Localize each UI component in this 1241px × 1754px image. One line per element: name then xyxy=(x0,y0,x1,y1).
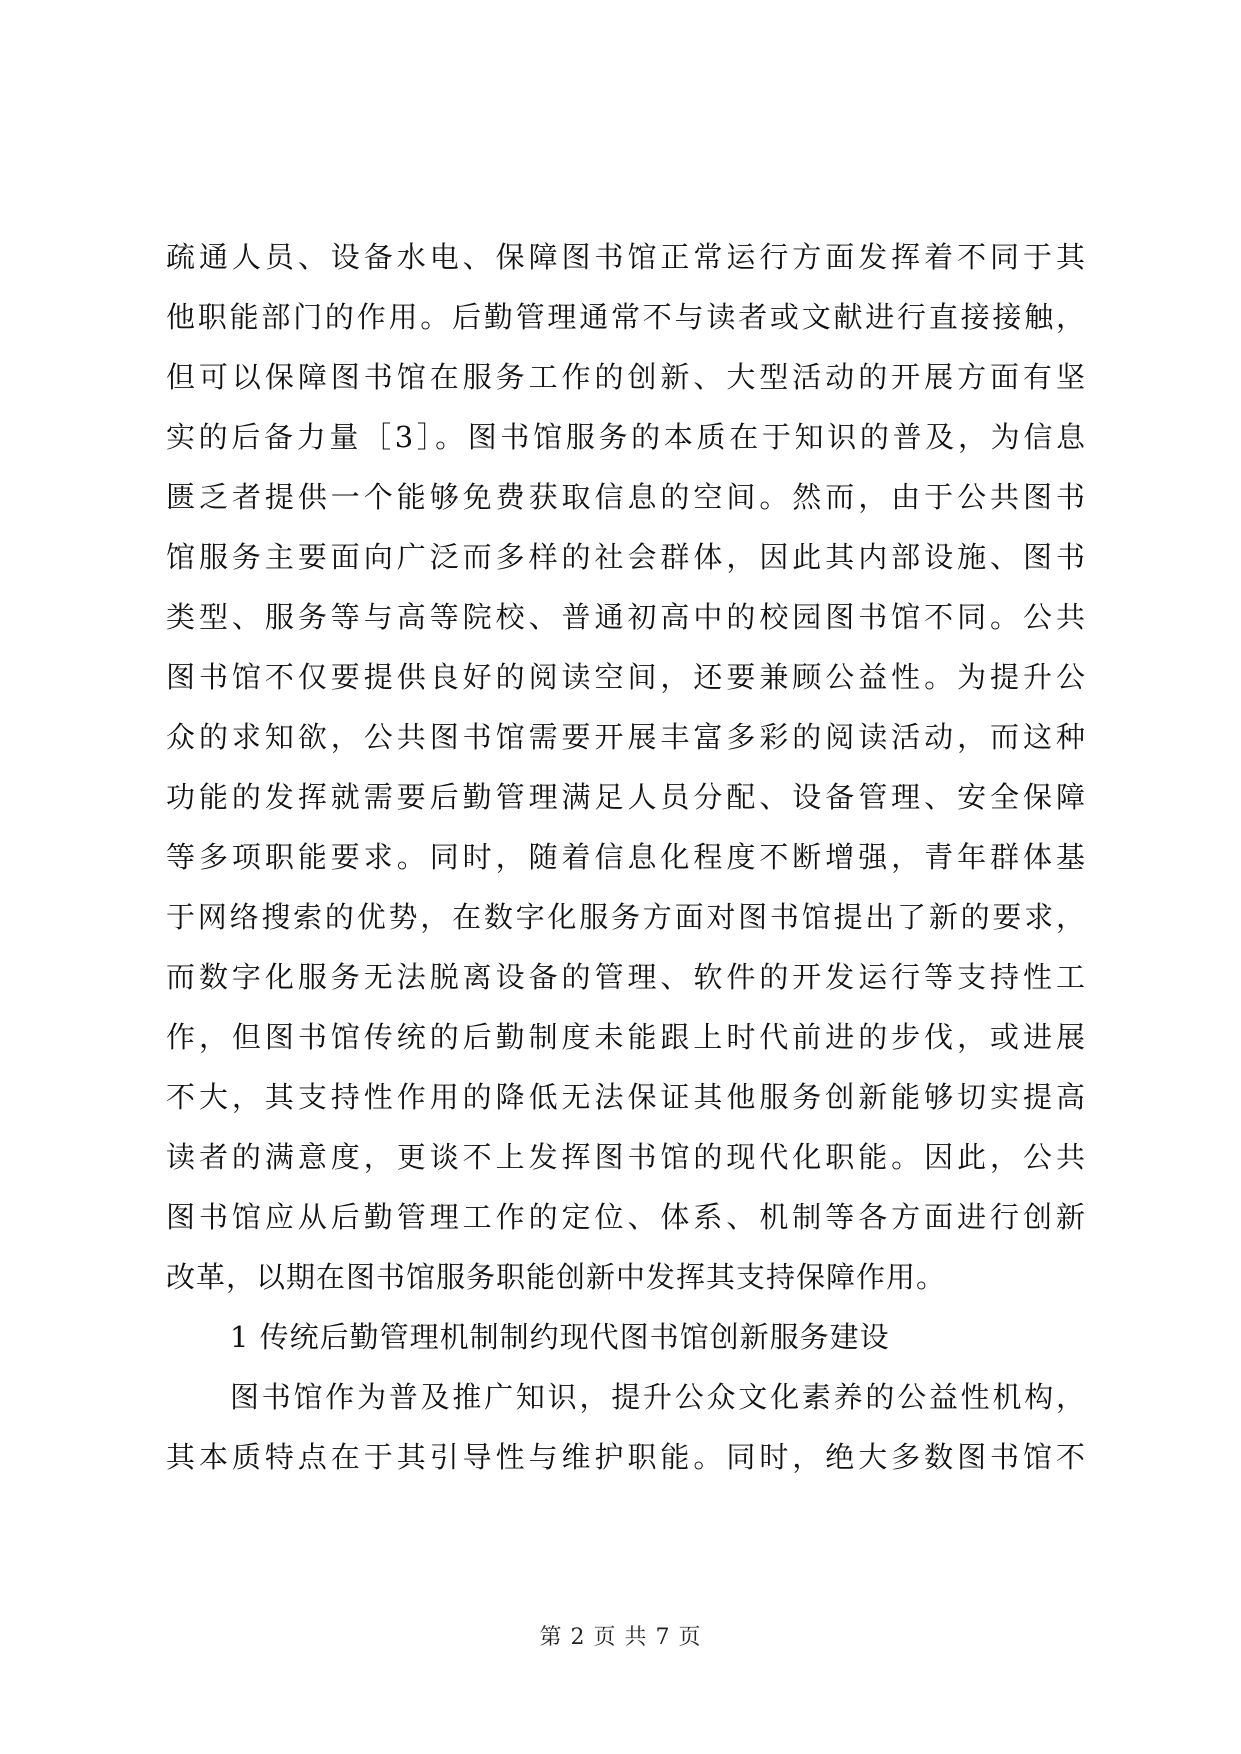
text-line: 其本质特点在于其引导性与维护职能。同时，绝大多数图书馆不 xyxy=(166,1440,1086,1474)
text-line: 图书馆应从后勤管理工作的定位、体系、机制等各方面进行创新 xyxy=(166,1200,1086,1234)
text-line: 但可以保障图书馆在服务工作的创新、大型活动的开展方面有坚 xyxy=(166,360,1086,394)
page-footer: 第 2 页 共 7 页 xyxy=(539,1625,702,1650)
text-line: 作，但图书馆传统的后勤制度未能跟上时代前进的步伐，或进展 xyxy=(166,1020,1086,1054)
body-text xyxy=(166,227,1086,1487)
text-line: 读者的满意度，更谈不上发挥图书馆的现代化职能。因此，公共 xyxy=(166,1140,1086,1174)
section-heading: 1 传统后勤管理机制制约现代图书馆创新服务建设 xyxy=(230,1320,890,1354)
text-line: 功能的发挥就需要后勤管理满足人员分配、设备管理、安全保障 xyxy=(166,780,1086,814)
text-line: 疏通人员、设备水电、保障图书馆正常运行方面发挥着不同于其 xyxy=(166,240,1086,274)
text-line: 等多项职能要求。同时，随着信息化程度不断增强，青年群体基 xyxy=(166,840,1086,874)
text-line: 他职能部门的作用。后勤管理通常不与读者或文献进行直接接触， xyxy=(166,300,1086,334)
text-line: 图书馆不仅要提供良好的阅读空间，还要兼顾公益性。为提升公 xyxy=(166,660,1086,694)
text-line-last: 改革，以期在图书馆服务职能创新中发挥其支持保障作用。 xyxy=(166,1260,947,1294)
text-line: 众的求知欲，公共图书馆需要开展丰富多彩的阅读活动，而这种 xyxy=(166,720,1086,754)
text-line: 类型、服务等与高等院校、普通初高中的校园图书馆不同。公共 xyxy=(166,600,1086,634)
text-line: 馆服务主要面向广泛而多样的社会群体，因此其内部设施、图书 xyxy=(166,540,1086,574)
text-line: 而数字化服务无法脱离设备的管理、软件的开发运行等支持性工 xyxy=(166,960,1086,994)
text-line: 不大，其支持性作用的降低无法保证其他服务创新能够切实提高 xyxy=(166,1080,1086,1114)
text-line: 图书馆作为普及推广知识，提升公众文化素养的公益性机构， xyxy=(230,1380,1086,1414)
text-line: 实的后备力量［3］。图书馆服务的本质在于知识的普及，为信息 xyxy=(166,420,1086,454)
text-line: 匮乏者提供一个能够免费获取信息的空间。然而，由于公共图书 xyxy=(166,480,1086,514)
text-line: 于网络搜索的优势，在数字化服务方面对图书馆提出了新的要求， xyxy=(166,900,1086,934)
